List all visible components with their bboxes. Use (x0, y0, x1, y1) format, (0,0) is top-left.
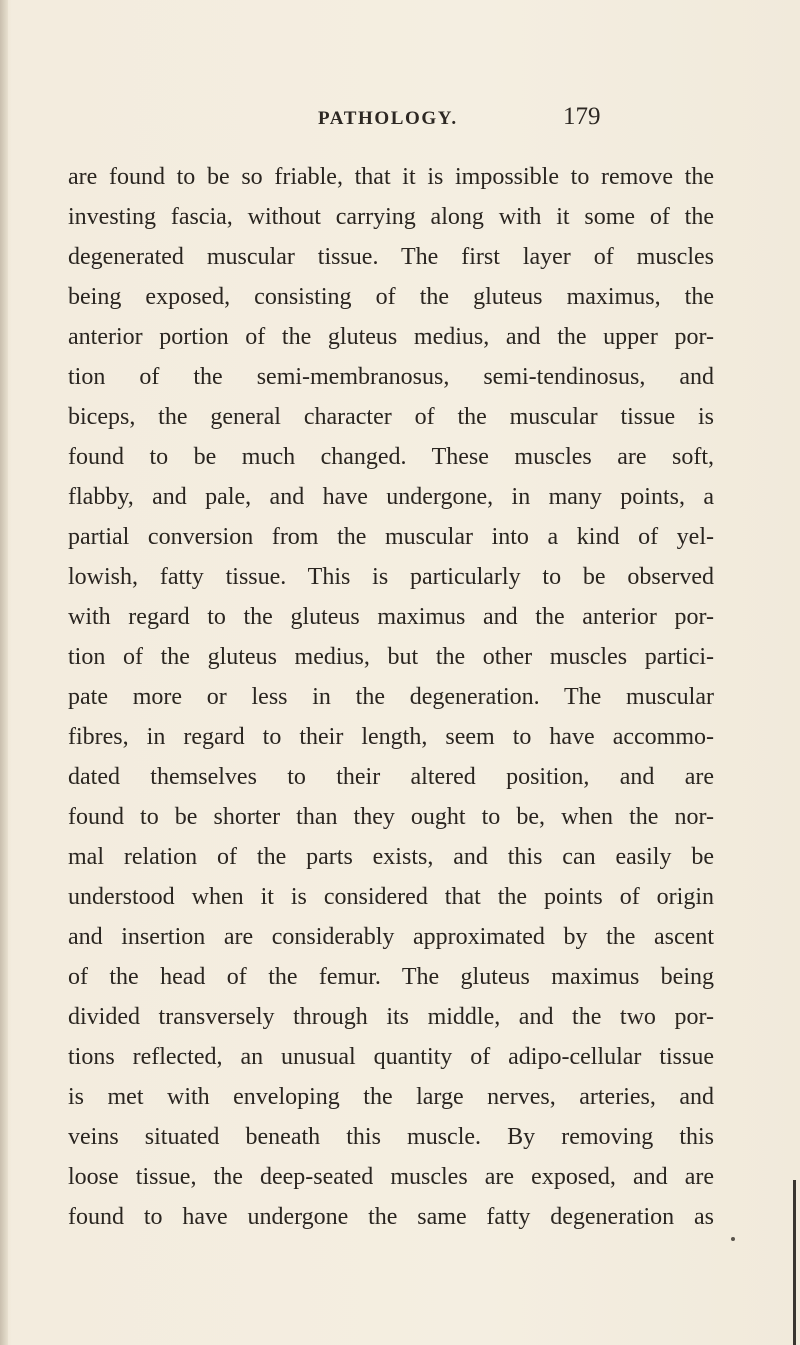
text-line: dated themselves to their altered position, and are (68, 764, 714, 790)
text-line: biceps, the general character of the muscular tissue is (68, 404, 714, 430)
text-line: loose tissue, the deep-seated muscles are exposed, and are (68, 1164, 714, 1190)
text-line: found to be shorter than they ought to be, when the nor- (68, 804, 714, 830)
body-text (68, 157, 714, 1237)
text-line: tion of the gluteus medius, but the other muscles partici- (68, 644, 714, 670)
text-line: anterior portion of the gluteus medius, and the upper por- (68, 324, 714, 350)
text-line: lowish, fatty tissue. This is particularly to be observed (68, 564, 714, 590)
text-line: with regard to the gluteus maximus and the anterior por- (68, 604, 714, 630)
text-line: flabby, and pale, and have undergone, in many points, a (68, 484, 714, 510)
text-line: of the head of the femur. The gluteus maximus being (68, 964, 714, 990)
running-title: PATHOLOGY. (318, 108, 458, 129)
page-gutter-shadow (0, 0, 8, 1345)
text-line: understood when it is considered that the points of origin (68, 884, 714, 910)
text-line: tions reflected, an unusual quantity of adipo-cellular tissue (68, 1044, 714, 1070)
text-line: mal relation of the parts exists, and this can easily be (68, 844, 714, 870)
text-line: found to have undergone the same fatty degeneration as (68, 1204, 714, 1230)
text-line: partial conversion from the muscular into a kind of yel- (68, 524, 714, 550)
text-line: divided transversely through its middle, and the two por- (68, 1004, 714, 1030)
text-line: are found to be so friable, that it is impossible to remove the (68, 164, 714, 190)
text-line: fibres, in regard to their length, seem to have accommo- (68, 724, 714, 750)
text-line: veins situated beneath this muscle. By removing this (68, 1124, 714, 1150)
text-line: and insertion are considerably approximated by the ascent (68, 924, 714, 950)
text-line: tion of the semi-membranosus, semi-tendinosus, and (68, 364, 714, 390)
text-line: pate more or less in the degeneration. The muscular (68, 684, 714, 710)
text-line: investing fascia, without carrying along with it some of the (68, 204, 714, 230)
page-number: 179 (563, 103, 601, 130)
text-line: being exposed, consisting of the gluteus maximus, the (68, 284, 714, 310)
page-edge-mark (793, 1180, 796, 1345)
text-line: found to be much changed. These muscles are soft, (68, 444, 714, 470)
text-line: is met with enveloping the large nerves, arteries, and (68, 1084, 714, 1110)
ink-speck (731, 1237, 735, 1241)
text-line: degenerated muscular tissue. The first layer of muscles (68, 244, 714, 270)
